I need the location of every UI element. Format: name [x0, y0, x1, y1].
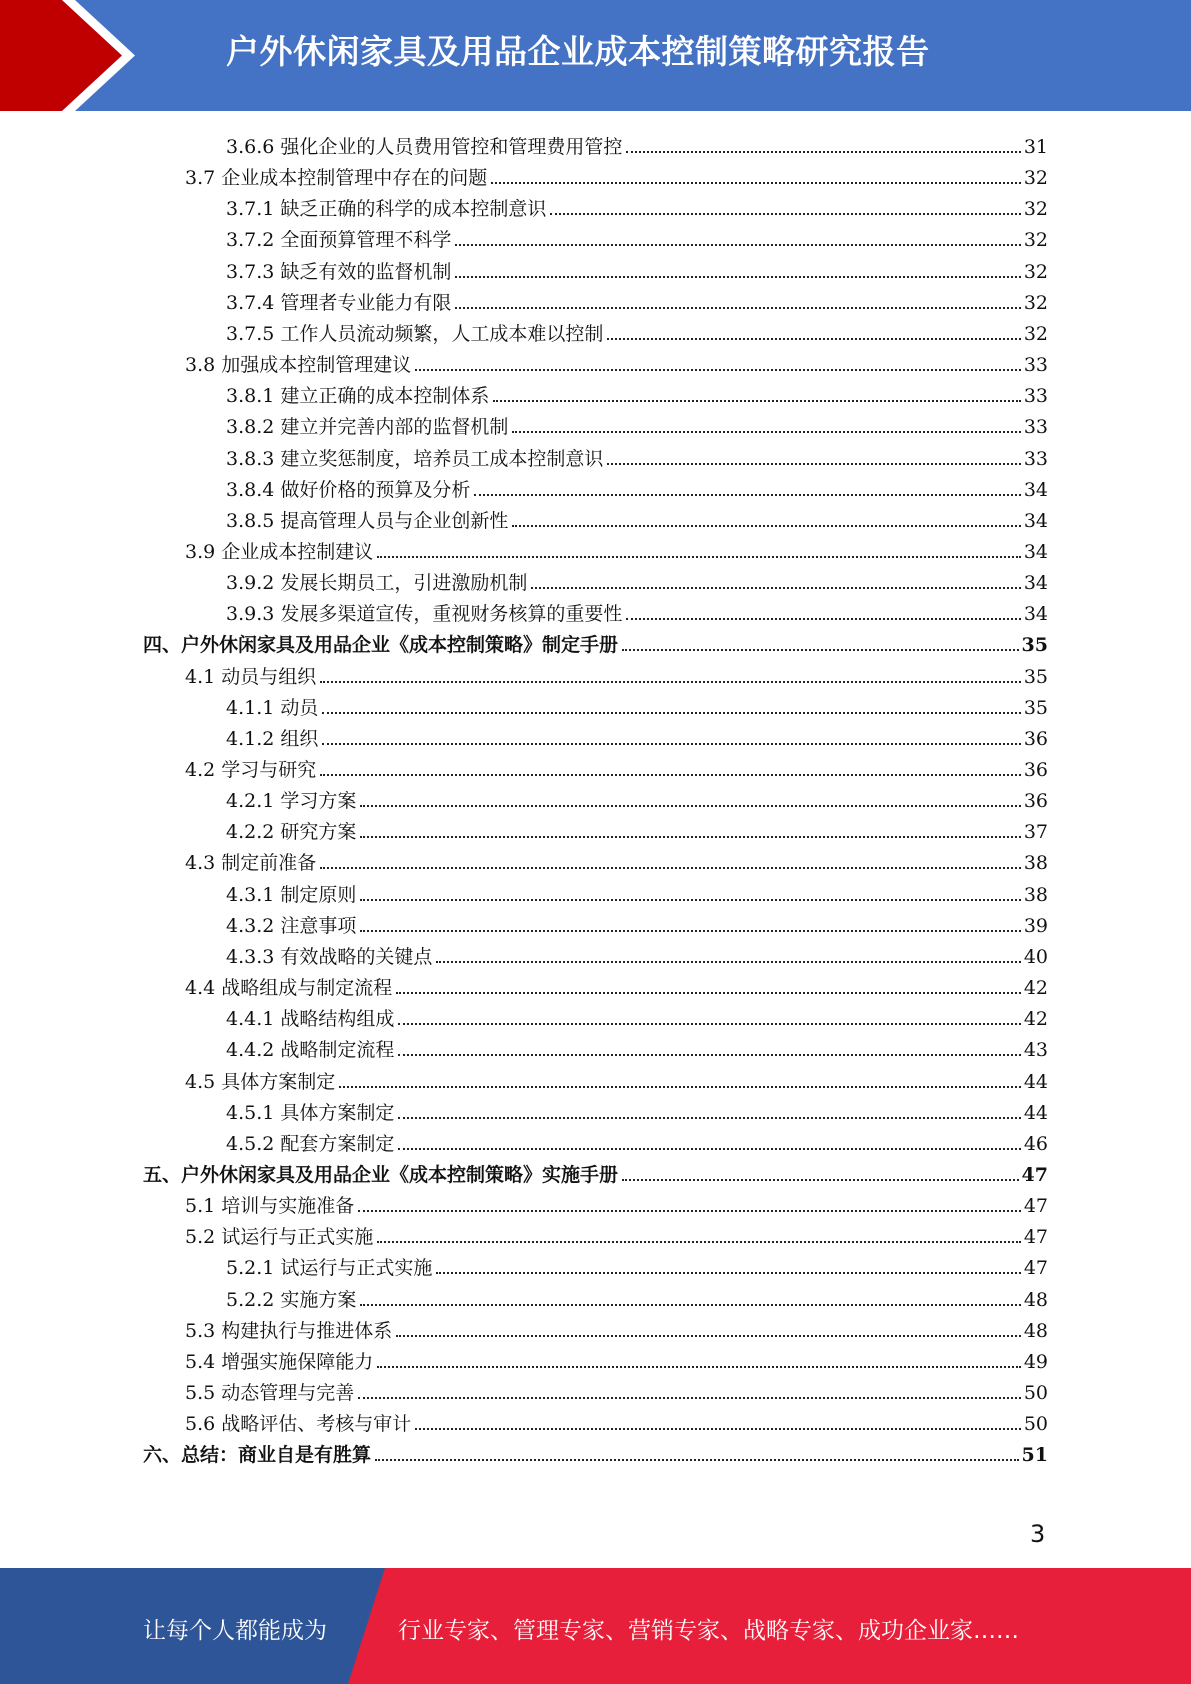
toc-dot-leader [360, 1304, 1020, 1306]
toc-dot-leader [360, 899, 1020, 901]
toc-entry[interactable] [226, 440, 1048, 471]
toc-entry-page: 39 [1023, 914, 1048, 937]
toc-entry[interactable] [226, 253, 1048, 284]
toc-entry[interactable] [226, 595, 1048, 626]
toc-entry-page: 36 [1023, 759, 1048, 781]
toc-entry[interactable] [226, 564, 1048, 595]
toc-entry[interactable] [185, 1063, 1048, 1094]
toc-entry-label: 5.5 动态管理与完善 [185, 1382, 355, 1404]
toc-entry-label: 4.3.2 注意事项 [226, 914, 357, 937]
toc-entry-label: 4.2.2 研究方案 [226, 821, 357, 844]
toc-entry-label: 3.8.3 建立奖惩制度，培养员工成本控制意识 [226, 447, 604, 470]
toc-entry-label: 3.9 企业成本控制建议 [185, 540, 374, 563]
toc-dot-leader [322, 743, 1020, 745]
toc-dot-leader [415, 1428, 1021, 1430]
toc-entry-page: 48 [1023, 1319, 1048, 1342]
toc-entry[interactable] [185, 1187, 1048, 1218]
page-header [0, 0, 1191, 111]
toc-entry[interactable] [185, 844, 1048, 875]
toc-entry-page: 32 [1023, 167, 1048, 190]
toc-entry-page: 42 [1023, 977, 1048, 1000]
toc-entry-page: 34 [1023, 509, 1048, 532]
toc-entry-label: 4.3 制定前准备 [185, 852, 317, 875]
toc-entry-page: 48 [1023, 1288, 1048, 1311]
toc-entry-page: 50 [1023, 1413, 1048, 1436]
toc-entry[interactable] [185, 159, 1048, 190]
toc-dot-leader [455, 244, 1020, 246]
toc-entry[interactable] [185, 751, 1048, 782]
toc-dot-leader [398, 1148, 1020, 1150]
toc-dot-leader [626, 151, 1020, 153]
toc-entry-page: 47 [1023, 1257, 1048, 1280]
toc-entry-page: 35 [1023, 665, 1048, 688]
toc-entry-page: 47 [1023, 1226, 1048, 1249]
toc-entry-label: 3.7 企业成本控制管理中存在的问题 [185, 167, 488, 190]
toc-entry-page: 50 [1023, 1382, 1048, 1404]
toc-dot-leader [358, 1397, 1021, 1399]
toc-dot-leader [377, 556, 1021, 558]
toc-dot-leader [398, 1023, 1020, 1025]
footer-slogan-left: 让每个人都能成为 [143, 1618, 327, 1644]
toc-entry[interactable] [226, 782, 1048, 813]
toc-entry-label: 4.1.2 组织 [226, 727, 319, 750]
toc-entry[interactable] [226, 221, 1048, 252]
toc-entry-label: 5.2.2 实施方案 [226, 1288, 357, 1311]
toc-entry-label: 4.3.1 制定原则 [226, 883, 357, 906]
toc-entry-label: 4.5 具体方案制定 [185, 1070, 336, 1093]
toc-dot-leader [622, 1179, 1019, 1181]
toc-dot-leader [339, 1086, 1021, 1088]
toc-entry-label: 5.2 试运行与正式实施 [185, 1226, 374, 1249]
toc-entry-label: 3.9.2 发展长期员工，引进激励机制 [226, 572, 528, 595]
toc-entry-label: 4.2 学习与研究 [185, 759, 317, 781]
toc-entry-page: 35 [1023, 696, 1048, 719]
toc-entry-page: 32 [1023, 260, 1048, 283]
toc-dot-leader [512, 525, 1020, 527]
header-red-chevron [0, 0, 140, 111]
toc-entry[interactable] [185, 1218, 1048, 1249]
toc-entry-page: 33 [1023, 447, 1048, 470]
toc-entry[interactable] [185, 969, 1048, 1000]
toc-entry-page: 31 [1023, 136, 1048, 158]
toc-entry[interactable] [226, 128, 1048, 159]
toc-entry-page: 40 [1023, 945, 1048, 968]
toc-entry-page: 32 [1023, 291, 1048, 314]
toc-entry-label: 四、户外休闲家具及用品企业《成本控制策略》制定手册 [143, 634, 619, 657]
toc-entry-label: 4.5.1 具体方案制定 [226, 1101, 395, 1124]
toc-entry-label: 3.7.1 缺乏正确的科学的成本控制意识 [226, 198, 547, 221]
toc-dot-leader [474, 494, 1020, 496]
toc-entry[interactable] [226, 315, 1048, 346]
toc-dot-leader [375, 1459, 1019, 1461]
toc-entry-page: 33 [1023, 416, 1048, 439]
toc-entry-page: 32 [1023, 198, 1048, 221]
toc-dot-leader [398, 1054, 1020, 1056]
toc-entry-label: 3.7.5 工作人员流动频繁，人工成本难以控制 [226, 322, 604, 345]
toc-entry[interactable] [226, 1249, 1048, 1280]
report-title: 户外休闲家具及用品企业成本控制策略研究报告 [226, 32, 930, 71]
toc-entry-page: 38 [1023, 852, 1048, 875]
toc-dot-leader [322, 712, 1020, 714]
toc-entry-label: 3.8.4 做好价格的预算及分析 [226, 478, 471, 501]
toc-entry-label: 4.4 战略组成与制定流程 [185, 977, 393, 1000]
toc-entry[interactable] [185, 346, 1048, 377]
toc-dot-leader [531, 587, 1020, 589]
toc-entry[interactable] [185, 1312, 1048, 1343]
toc-entry-label: 3.8 加强成本控制管理建议 [185, 354, 412, 377]
toc-dot-leader [398, 1117, 1020, 1119]
toc-dot-leader [358, 1210, 1021, 1212]
toc-entry-label: 3.8.1 建立正确的成本控制体系 [226, 385, 490, 408]
toc-entry-label: 4.5.2 配套方案制定 [226, 1132, 395, 1155]
toc-entry-label: 5.6 战略评估、考核与审计 [185, 1413, 412, 1436]
toc-dot-leader [622, 649, 1019, 651]
toc-dot-leader [512, 431, 1020, 433]
toc-entry[interactable] [226, 284, 1048, 315]
toc-entry[interactable] [226, 1125, 1048, 1156]
toc-entry[interactable] [226, 813, 1048, 844]
toc-entry-page: 38 [1023, 883, 1048, 906]
toc-entry-label: 4.4.2 战略制定流程 [226, 1039, 395, 1062]
toc-entry-page: 35 [1021, 634, 1048, 657]
toc-dot-leader [626, 618, 1020, 620]
toc-dot-leader [396, 992, 1021, 994]
toc-entry-label: 3.7.4 管理者专业能力有限 [226, 291, 452, 314]
toc-dot-leader [360, 930, 1020, 932]
footer-slogan-right: 行业专家、管理专家、营销专家、战略专家、成功企业家…… [398, 1618, 1019, 1644]
toc-entry[interactable] [185, 533, 1048, 564]
toc-entry-label: 4.1 动员与组织 [185, 665, 317, 688]
toc-entry-page: 44 [1023, 1101, 1048, 1124]
toc-dot-leader [493, 400, 1020, 402]
toc-entry[interactable] [143, 626, 1048, 657]
toc-entry-label: 5.2.1 试运行与正式实施 [226, 1257, 433, 1280]
toc-entry-label: 3.9.3 发展多渠道宣传，重视财务核算的重要性 [226, 603, 623, 626]
toc-entry[interactable] [226, 907, 1048, 938]
toc-entry-page: 46 [1023, 1132, 1048, 1155]
toc-entry[interactable] [226, 720, 1048, 751]
toc-entry[interactable] [226, 190, 1048, 221]
toc-dot-leader [320, 681, 1021, 683]
toc-entry-page: 42 [1023, 1008, 1048, 1031]
toc-dot-leader [360, 836, 1020, 838]
toc-entry-page: 43 [1023, 1039, 1048, 1062]
toc-entry-label: 3.8.5 提高管理人员与企业创新性 [226, 509, 509, 532]
toc-entry[interactable] [226, 471, 1048, 502]
toc-entry-label: 3.7.2 全面预算管理不科学 [226, 229, 452, 252]
toc-entry[interactable] [143, 1156, 1048, 1187]
toc-entry-label: 4.1.1 动员 [226, 696, 319, 719]
toc-dot-leader [436, 961, 1020, 963]
toc-entry-page: 33 [1023, 354, 1048, 377]
toc-entry-page: 34 [1023, 603, 1048, 626]
toc-entry-label: 五、户外休闲家具及用品企业《成本控制策略》实施手册 [143, 1163, 619, 1186]
toc-entry-page: 47 [1023, 1195, 1048, 1218]
toc-entry[interactable] [185, 1405, 1048, 1436]
toc-dot-leader [455, 307, 1020, 309]
toc-entry[interactable] [226, 938, 1048, 969]
toc-dot-leader [396, 1335, 1021, 1337]
toc-dot-leader [320, 867, 1021, 869]
toc-dot-leader [491, 182, 1021, 184]
toc-entry-page: 34 [1023, 478, 1048, 501]
toc-entry-page: 36 [1023, 790, 1048, 813]
toc-dot-leader [320, 774, 1021, 776]
toc-entry-label: 5.3 构建执行与推进体系 [185, 1319, 393, 1342]
toc-entry[interactable] [185, 658, 1048, 689]
toc-dot-leader [377, 1366, 1021, 1368]
toc-entry-label: 4.4.1 战略结构组成 [226, 1008, 395, 1031]
toc-entry-page: 37 [1023, 821, 1048, 844]
toc-entry-label: 4.2.1 学习方案 [226, 790, 357, 813]
toc-entry[interactable] [226, 502, 1048, 533]
toc-entry-label: 六、总结：商业自是有胜算 [143, 1444, 372, 1467]
toc-entry[interactable] [226, 377, 1048, 408]
toc-dot-leader [455, 276, 1020, 278]
toc-entry-label: 5.1 培训与实施准备 [185, 1195, 355, 1218]
toc-entry-page: 34 [1023, 540, 1048, 563]
toc-dot-leader [377, 1241, 1021, 1243]
toc-entry[interactable] [226, 1000, 1048, 1031]
toc-entry[interactable] [226, 1031, 1048, 1062]
toc-dot-leader [607, 463, 1020, 465]
toc-entry[interactable] [185, 1343, 1048, 1374]
toc-entry[interactable] [226, 689, 1048, 720]
toc-entry-page: 36 [1023, 727, 1048, 750]
toc-entry-page: 32 [1023, 229, 1048, 252]
toc-entry-page: 51 [1021, 1444, 1048, 1467]
toc-entry[interactable] [226, 1094, 1048, 1125]
page-number: 3 [1030, 1520, 1046, 1548]
toc-entry-label: 3.7.3 缺乏有效的监督机制 [226, 260, 452, 283]
toc-entry-label: 3.6.6 强化企业的人员费用管控和管理费用管控 [226, 136, 623, 158]
toc-entry-page: 44 [1023, 1070, 1048, 1093]
toc-entry-label: 4.3.3 有效战略的关键点 [226, 945, 433, 968]
page-footer [0, 1568, 1191, 1684]
toc-entry-label: 3.8.2 建立并完善内部的监督机制 [226, 416, 509, 439]
toc-dot-leader [436, 1272, 1020, 1274]
toc-dot-leader [550, 213, 1020, 215]
toc-dot-leader [415, 369, 1021, 371]
toc-entry-page: 34 [1023, 572, 1048, 595]
toc-entry[interactable] [226, 1281, 1048, 1312]
toc-entry-page: 49 [1023, 1350, 1048, 1373]
toc-entry-page: 32 [1023, 322, 1048, 345]
toc-dot-leader [360, 805, 1020, 807]
toc-entry[interactable] [226, 876, 1048, 907]
toc-entry-page: 47 [1021, 1163, 1048, 1186]
toc-entry[interactable] [185, 1374, 1048, 1405]
toc-dot-leader [607, 338, 1020, 340]
toc-entry[interactable] [143, 1436, 1048, 1467]
toc-entry-page: 33 [1023, 385, 1048, 408]
toc-entry-label: 5.4 增强实施保障能力 [185, 1350, 374, 1373]
toc-entry[interactable] [226, 408, 1048, 439]
